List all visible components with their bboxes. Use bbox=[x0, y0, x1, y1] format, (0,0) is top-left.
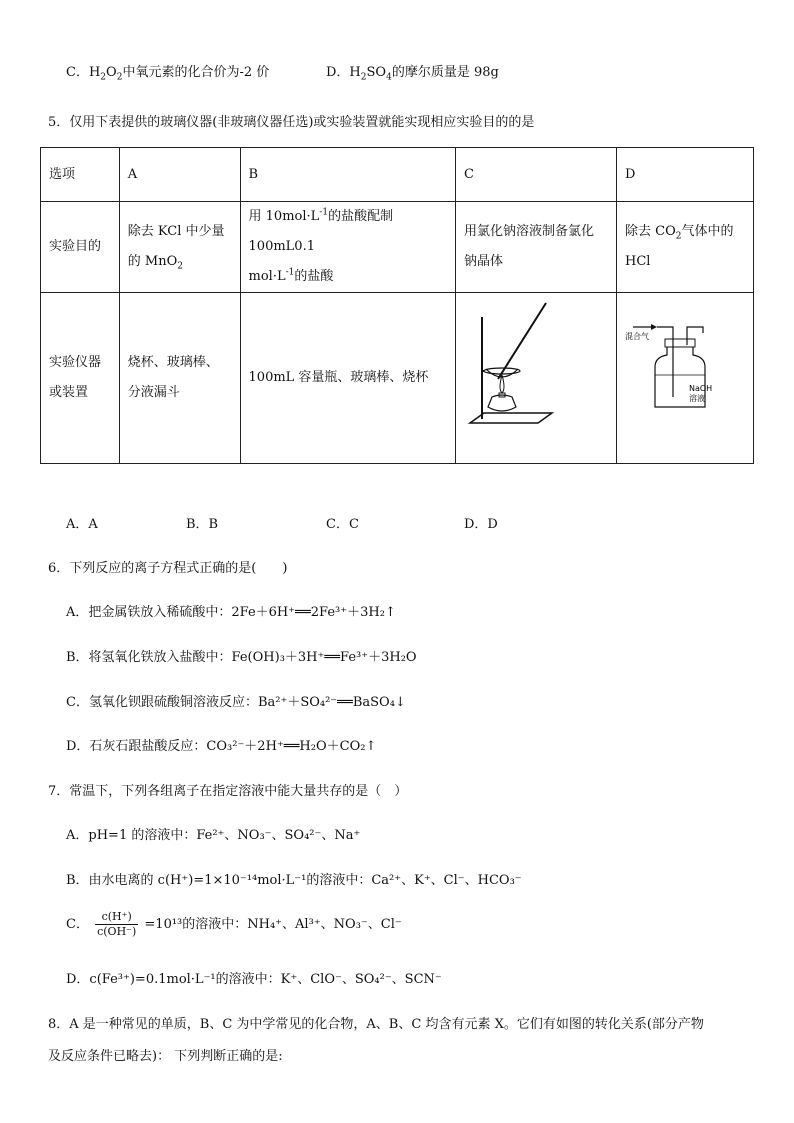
purpose-b: 用 $10mol\cdot L^{-1}$的盐酸配制 100mL0.1 $mol\cdot L^{-1}$的盐酸 bbox=[240, 202, 455, 293]
gas-wash-bottle-icon bbox=[621, 297, 746, 447]
table-header-cell: A bbox=[119, 148, 240, 202]
q6-stem: 6．下列反应的离子方程式正确的是( ) bbox=[48, 561, 288, 576]
q7-option-a: A．pH=1 的溶液中：Fe²⁺、NO₃⁻、SO₄²⁻、Na⁺ bbox=[66, 828, 361, 843]
apparatus-c bbox=[456, 293, 617, 464]
q4-option-c: C．$H_2O_2$中氧元素的化合价为-2 价 bbox=[66, 65, 270, 83]
apparatus-a: 烧杯、玻璃棒、 分液漏斗 bbox=[119, 293, 240, 464]
purpose-d: 除去 $CO_2$气体中的 HCl bbox=[616, 202, 753, 293]
q5-option-a: A．A bbox=[66, 517, 98, 532]
table-header-cell: D bbox=[616, 148, 753, 202]
q7-stem: 7．常温下，下列各组离子在指定溶液中能大量共存的是（ ） bbox=[48, 784, 408, 799]
q4-option-d: D．$H_2SO_4$的摩尔质量是 98g bbox=[326, 65, 499, 83]
table-row bbox=[41, 293, 754, 464]
q6-option-d: D．石灰石跟盐酸反应：CO₃²⁻＋2H⁺══H₂O＋CO₂↑ bbox=[66, 739, 377, 754]
row-label-purpose: 实验目的 bbox=[41, 202, 120, 293]
q8-stem-line1: 8．A 是一种常见的单质，B、C 为中学常见的化合物，A、B、C 均含有元素 X。它们有如图的转化关系(部分产物 bbox=[48, 1017, 704, 1032]
q5-option-c: C．C bbox=[326, 517, 359, 532]
table-row bbox=[41, 202, 754, 293]
gas-label: 混合气 bbox=[624, 332, 649, 341]
q5-table bbox=[40, 147, 754, 464]
table-row bbox=[41, 148, 754, 202]
row-label-apparatus: 实验仪器 或装置 bbox=[41, 293, 120, 464]
q5-option-b: B．B bbox=[186, 517, 219, 532]
q6-option-a: A．把金属铁放入稀硫酸中：2Fe＋6H⁺══2Fe³⁺＋3H₂↑ bbox=[66, 605, 396, 620]
table-header-cell: 选项 bbox=[41, 148, 120, 202]
solution-label: NaOH bbox=[688, 384, 713, 393]
q7-option-b: B．由水电离的 c(H⁺)=1×10⁻¹⁴mol·L⁻¹的溶液中：Ca²⁺、K⁺、Cl⁻、HCO₃⁻ bbox=[66, 873, 522, 888]
q8-stem-line2: 及反应条件已略去)： 下列判断正确的是: bbox=[48, 1049, 283, 1064]
apparatus-d bbox=[616, 293, 753, 464]
q5-stem: 5．仅用下表提供的玻璃仪器(非玻璃仪器任选)或实验装置就能实现相应实验目的的是 bbox=[48, 115, 535, 130]
table-header-cell: B bbox=[240, 148, 455, 202]
solution-label: 溶液 bbox=[688, 394, 705, 403]
purpose-a: 除去 KCl 中少量 的 MnO$_2$ bbox=[119, 202, 240, 293]
concentration-ratio: $\frac{c(H^+)}{c(OH^-)}$ bbox=[97, 910, 137, 938]
q7-option-c: C． $\frac{c(H^+)}{c(OH^-)}$ =10¹³的溶液中：NH₄⁺、Al³⁺、NO₃⁻、Cl⁻ bbox=[66, 910, 402, 938]
q6-option-c: C．氢氧化钡跟硫酸铜溶液反应：Ba²⁺＋SO₄²⁻══BaSO₄↓ bbox=[66, 695, 406, 710]
q6-option-b: B．将氢氧化铁放入盐酸中：Fe(OH)₃＋3H⁺══Fe³⁺＋3H₂O bbox=[66, 650, 417, 665]
table-header-cell: C bbox=[456, 148, 617, 202]
q5-option-d: D．D bbox=[464, 517, 498, 532]
q7-option-d: D．c(Fe³⁺)=0.1mol·L⁻¹的溶液中：K⁺、ClO⁻、SO₄²⁻、SCN⁻ bbox=[66, 972, 442, 987]
apparatus-b: 100mL 容量瓶、玻璃棒、烧杯 bbox=[240, 293, 455, 464]
purpose-c: 用氯化钠溶液制备氯化 钠晶体 bbox=[456, 202, 617, 293]
evaporation-apparatus-icon bbox=[460, 297, 610, 447]
